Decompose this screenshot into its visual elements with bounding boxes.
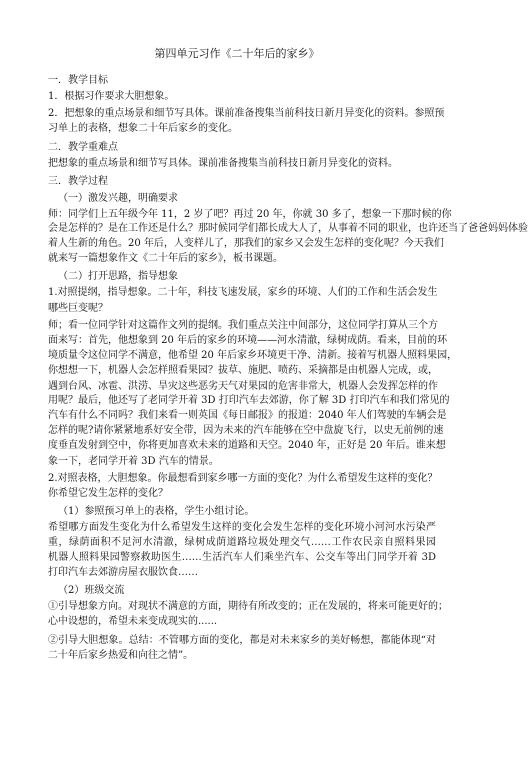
text-line: ②引导大胆想象。总结：不管哪方面的变化，都是对未来家乡的美好畅想，都能体现“对 [48,635,436,646]
text-line: 汽车有什么不同吗？我们来看一则英国《每日邮报》的报道：2040 年人们驾驶的车辆会是 [48,410,447,421]
text-line: 习单上的表格，想象二十年后家乡的变化。 [48,123,238,134]
text-line: 三．教学过程 [48,176,108,187]
text-line: 度垂直发射到空中，你将更加喜欢未来的道路和天空。2040 年，正好是 20 年后。谁来想 [48,440,446,451]
text-line: 希望哪方面发生变化为什么希望发生这样的变化会发生怎样的变化环境小河河水污染严 [48,522,436,533]
text-line: 会是怎样的？是在工作还是什么？那时候同学们都长成大人了，从事着不同的职业，也许还当了爸爸妈妈体验 [48,223,528,234]
text-line: （2）班级交流 [58,585,125,596]
text-line: 1．根据习作要求大胆想象。 [48,91,175,102]
text-line: （1）参照预习单上的表格，学生小组讨论。 [58,506,255,517]
text-line: 心中设想的，希望未来变成现实的...... [48,616,218,627]
text-line: 面来写：首先，他想象到 20 年后的家乡的环境——河水清澈，绿树成荫。看来，目前的环 [48,335,448,346]
text-line: 把想象的重点场景和细节写具体。课前准备搜集当前科技日新月异变化的资料。 [48,158,398,169]
text-line: 象一下，老同学开着 3D 汽车的情景。 [48,456,219,467]
text-line: 二．教学重难点 [48,142,118,153]
text-line: ①引导想象方向。对现状不满意的方面，期待有所改变的；正在发展的，将来可能更好的； [48,601,448,612]
text-line: 重，绿荫面积不足河水清澈，绿树成荫道路垃圾处理交气……工作农民亲自照料果园 [48,537,436,548]
text-line: 着人生新的角色。20 年后，人变样儿了，那我们的家乡又会发生怎样的变化呢？今天我们 [48,238,444,249]
text-line: （一）激发兴趣，明确要求 [58,193,178,204]
text-line: 机器人照料果园警察救助医生……生活汽车人们乘坐汽车、公交车等出门同学开着 3D [48,552,436,563]
text-line: 怎样的呢?请你紧紧地系好安全带，因为未来的汽车能够在空中盘旋飞行，以史无前例的速 [48,425,444,436]
text-line: 2．把想象的重点场景和细节写具体。课前准备搜集当前科技日新月异变化的资料。参照预 [48,108,445,119]
text-line: 师：同学们上五年级今年 11，2 岁了吧？再过 20 年，你就 30 多了，想象一下那时候的你 [48,209,452,220]
document-title: 第四单元习作《二十年后的家乡》 [154,47,320,60]
text-line: 二十年后家乡热爱和向往之情”。 [48,650,194,661]
text-line: （二）打开思路，指导想象 [58,271,178,282]
text-line: 用呢？最后，他还写了老同学开着 3D 打印汽车去郊游，你了解 3D 打印汽车和我们常见的 [48,395,450,406]
text-line: 师；看一位同学针对这篇作文列的提纲。我们重点关注中间部分，这位同学打算从三个方 [48,320,438,331]
text-line: 打印汽车去郊游房屋衣服饮食…… [48,567,198,578]
text-line: 1.对照提纲，指导想象。二十年，科技飞速发展，家乡的环境、人们的工作和生活会发生 [48,287,438,298]
text-line: 一．教学目标 [48,75,108,86]
text-line: 哪些巨变呢？ [48,303,108,314]
text-line: 遇到台风、冰雹、洪涝、旱灾这些恶劣天气对果园的危害非常大，机器人会发挥怎样的作 [48,381,438,392]
text-line: 境质量令这位同学不满意，他希望 20 年后家乡环境更干净、清新。接着写机器人照料果园， [48,350,458,361]
text-line: 你希望它发生怎样的变化？ [48,488,168,499]
text-line: 你想想一下，机器人会怎样照看果园？拔草、施肥、喷药、采摘都是由机器人完成，或， [48,365,438,376]
text-line: 2.对照表格，大胆想象。你最想看到家乡哪一方面的变化？为什么希望发生这样的变化？ [48,473,438,484]
text-line: 就来写一篇想象作文《二十年后的家乡》，板书课题。 [48,253,283,264]
